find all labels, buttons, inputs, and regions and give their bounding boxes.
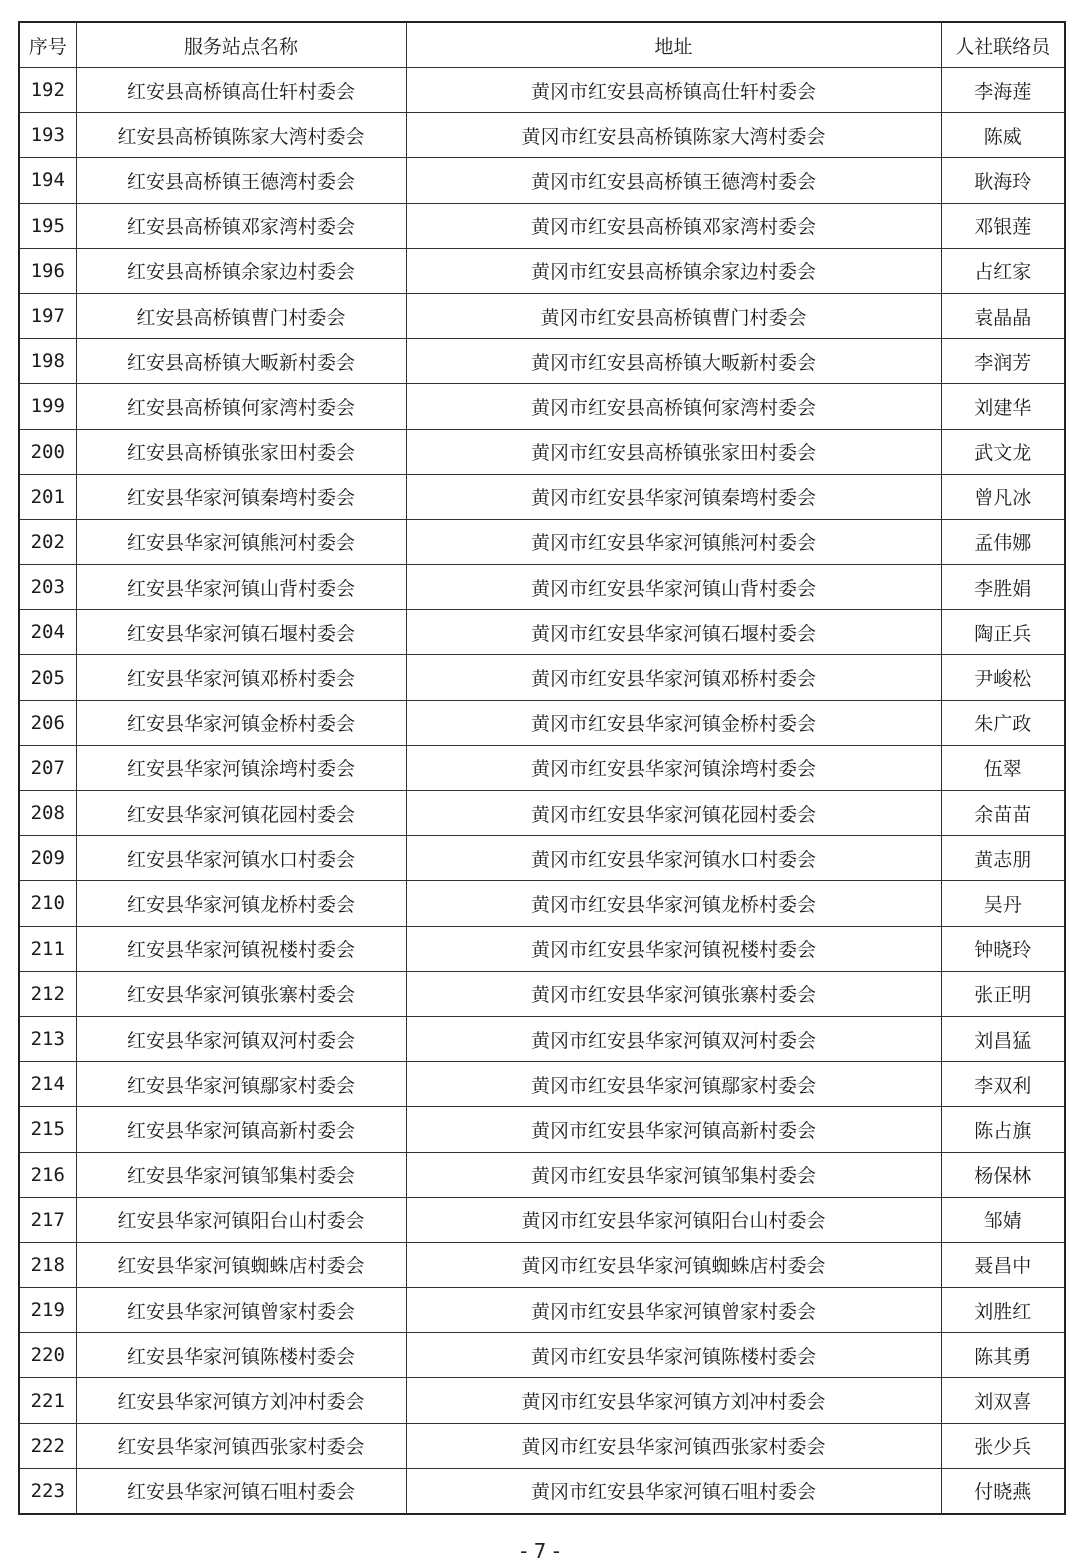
cell-address: 黄冈市红安县华家河镇张寨村委会 — [406, 971, 941, 1016]
cell-liaison: 陈威 — [941, 113, 1065, 158]
cell-address: 黄冈市红安县高桥镇余家边村委会 — [406, 248, 941, 293]
cell-liaison: 伍翠 — [941, 745, 1065, 790]
table-row — [19, 565, 1065, 610]
cell-liaison: 付晓燕 — [941, 1468, 1065, 1514]
cell-station-name: 红安县高桥镇曹门村委会 — [76, 293, 406, 338]
cell-seq: 213 — [19, 1016, 76, 1061]
table-row — [19, 1197, 1065, 1242]
cell-address: 黄冈市红安县华家河镇邹集村委会 — [406, 1152, 941, 1197]
cell-station-name: 红安县华家河镇蜘蛛店村委会 — [76, 1242, 406, 1287]
table-row — [19, 926, 1065, 971]
cell-seq: 203 — [19, 565, 76, 610]
cell-station-name: 红安县华家河镇涂塆村委会 — [76, 745, 406, 790]
header-station-name: 服务站点名称 — [76, 22, 406, 68]
table-row — [19, 158, 1065, 203]
cell-seq: 209 — [19, 836, 76, 881]
cell-station-name: 红安县高桥镇大畈新村委会 — [76, 339, 406, 384]
table-row — [19, 339, 1065, 384]
table-row — [19, 384, 1065, 429]
table-row — [19, 836, 1065, 881]
cell-seq: 194 — [19, 158, 76, 203]
table-row — [19, 113, 1065, 158]
cell-address: 黄冈市红安县高桥镇陈家大湾村委会 — [406, 113, 941, 158]
cell-station-name: 红安县华家河镇龙桥村委会 — [76, 881, 406, 926]
table-row — [19, 68, 1065, 113]
table-row — [19, 474, 1065, 519]
cell-station-name: 红安县华家河镇阳台山村委会 — [76, 1197, 406, 1242]
cell-address: 黄冈市红安县华家河镇曾家村委会 — [406, 1288, 941, 1333]
header-row — [19, 22, 1065, 68]
cell-station-name: 红安县高桥镇高仕轩村委会 — [76, 68, 406, 113]
table-row — [19, 791, 1065, 836]
table-row — [19, 1107, 1065, 1152]
cell-liaison: 刘双喜 — [941, 1378, 1065, 1423]
table-row — [19, 1423, 1065, 1468]
cell-station-name: 红安县华家河镇双河村委会 — [76, 1016, 406, 1061]
cell-address: 黄冈市红安县高桥镇何家湾村委会 — [406, 384, 941, 429]
cell-station-name: 红安县华家河镇邹集村委会 — [76, 1152, 406, 1197]
cell-station-name: 红安县高桥镇何家湾村委会 — [76, 384, 406, 429]
table-row — [19, 1242, 1065, 1287]
page-number: - 7 - — [520, 1539, 560, 1563]
cell-seq: 222 — [19, 1423, 76, 1468]
cell-seq: 205 — [19, 655, 76, 700]
cell-station-name: 红安县高桥镇王德湾村委会 — [76, 158, 406, 203]
table-row — [19, 203, 1065, 248]
header-seq: 序号 — [19, 22, 76, 68]
cell-liaison: 刘昌猛 — [941, 1016, 1065, 1061]
cell-address: 黄冈市红安县华家河镇石堰村委会 — [406, 610, 941, 655]
cell-seq: 199 — [19, 384, 76, 429]
cell-seq: 218 — [19, 1242, 76, 1287]
cell-address: 黄冈市红安县华家河镇陈楼村委会 — [406, 1333, 941, 1378]
cell-seq: 223 — [19, 1468, 76, 1514]
cell-address: 黄冈市红安县华家河镇西张家村委会 — [406, 1423, 941, 1468]
cell-seq: 207 — [19, 745, 76, 790]
table-row — [19, 1288, 1065, 1333]
cell-address: 黄冈市红安县高桥镇曹门村委会 — [406, 293, 941, 338]
cell-address: 黄冈市红安县华家河镇涂塆村委会 — [406, 745, 941, 790]
cell-station-name: 红安县华家河镇陈楼村委会 — [76, 1333, 406, 1378]
cell-seq: 192 — [19, 68, 76, 113]
cell-liaison: 张少兵 — [941, 1423, 1065, 1468]
cell-station-name: 红安县华家河镇水口村委会 — [76, 836, 406, 881]
cell-liaison: 耿海玲 — [941, 158, 1065, 203]
cell-seq: 208 — [19, 791, 76, 836]
table-row — [19, 1152, 1065, 1197]
cell-station-name: 红安县高桥镇邓家湾村委会 — [76, 203, 406, 248]
cell-address: 黄冈市红安县华家河镇金桥村委会 — [406, 700, 941, 745]
cell-liaison: 李双利 — [941, 1062, 1065, 1107]
cell-address: 黄冈市红安县高桥镇张家田村委会 — [406, 429, 941, 474]
cell-station-name: 红安县高桥镇张家田村委会 — [76, 429, 406, 474]
cell-seq: 202 — [19, 519, 76, 564]
cell-seq: 204 — [19, 610, 76, 655]
table-row — [19, 429, 1065, 474]
cell-address: 黄冈市红安县华家河镇方刘冲村委会 — [406, 1378, 941, 1423]
table-row — [19, 293, 1065, 338]
cell-address: 黄冈市红安县高桥镇王德湾村委会 — [406, 158, 941, 203]
cell-liaison: 余苗苗 — [941, 791, 1065, 836]
service-station-table — [18, 21, 1066, 1515]
cell-address: 黄冈市红安县华家河镇蜘蛛店村委会 — [406, 1242, 941, 1287]
table-row — [19, 700, 1065, 745]
cell-liaison: 陈其勇 — [941, 1333, 1065, 1378]
cell-station-name: 红安县华家河镇西张家村委会 — [76, 1423, 406, 1468]
cell-address: 黄冈市红安县华家河镇祝楼村委会 — [406, 926, 941, 971]
cell-seq: 217 — [19, 1197, 76, 1242]
cell-seq: 211 — [19, 926, 76, 971]
cell-seq: 212 — [19, 971, 76, 1016]
table-header — [19, 22, 1065, 68]
cell-station-name: 红安县华家河镇石堰村委会 — [76, 610, 406, 655]
cell-address: 黄冈市红安县华家河镇鄢家村委会 — [406, 1062, 941, 1107]
cell-station-name: 红安县华家河镇石咀村委会 — [76, 1468, 406, 1514]
table-row — [19, 881, 1065, 926]
cell-address: 黄冈市红安县华家河镇山背村委会 — [406, 565, 941, 610]
header-address: 地址 — [406, 22, 941, 68]
cell-address: 黄冈市红安县华家河镇石咀村委会 — [406, 1468, 941, 1514]
cell-seq: 210 — [19, 881, 76, 926]
cell-address: 黄冈市红安县华家河镇水口村委会 — [406, 836, 941, 881]
cell-seq: 221 — [19, 1378, 76, 1423]
cell-liaison: 曾凡冰 — [941, 474, 1065, 519]
cell-liaison: 刘建华 — [941, 384, 1065, 429]
cell-station-name: 红安县华家河镇曾家村委会 — [76, 1288, 406, 1333]
cell-station-name: 红安县华家河镇张寨村委会 — [76, 971, 406, 1016]
cell-station-name: 红安县高桥镇余家边村委会 — [76, 248, 406, 293]
cell-seq: 220 — [19, 1333, 76, 1378]
table-row — [19, 1468, 1065, 1514]
table-row — [19, 745, 1065, 790]
cell-liaison: 袁晶晶 — [941, 293, 1065, 338]
cell-address: 黄冈市红安县华家河镇秦塆村委会 — [406, 474, 941, 519]
cell-liaison: 孟伟娜 — [941, 519, 1065, 564]
cell-seq: 216 — [19, 1152, 76, 1197]
cell-address: 黄冈市红安县高桥镇大畈新村委会 — [406, 339, 941, 384]
table-row — [19, 1378, 1065, 1423]
cell-address: 黄冈市红安县高桥镇高仕轩村委会 — [406, 68, 941, 113]
cell-address: 黄冈市红安县华家河镇花园村委会 — [406, 791, 941, 836]
cell-liaison: 占红家 — [941, 248, 1065, 293]
cell-liaison: 尹峻松 — [941, 655, 1065, 700]
cell-address: 黄冈市红安县华家河镇邓桥村委会 — [406, 655, 941, 700]
cell-address: 黄冈市红安县华家河镇熊河村委会 — [406, 519, 941, 564]
table-body — [19, 68, 1065, 1515]
table-row — [19, 971, 1065, 1016]
cell-station-name: 红安县华家河镇鄢家村委会 — [76, 1062, 406, 1107]
cell-liaison: 李海莲 — [941, 68, 1065, 113]
cell-liaison: 杨保林 — [941, 1152, 1065, 1197]
cell-liaison: 黄志朋 — [941, 836, 1065, 881]
cell-station-name: 红安县华家河镇熊河村委会 — [76, 519, 406, 564]
cell-seq: 200 — [19, 429, 76, 474]
cell-station-name: 红安县华家河镇祝楼村委会 — [76, 926, 406, 971]
cell-liaison: 陈占旗 — [941, 1107, 1065, 1152]
cell-station-name: 红安县华家河镇山背村委会 — [76, 565, 406, 610]
cell-address: 黄冈市红安县华家河镇龙桥村委会 — [406, 881, 941, 926]
cell-station-name: 红安县华家河镇花园村委会 — [76, 791, 406, 836]
table-row — [19, 610, 1065, 655]
cell-seq: 201 — [19, 474, 76, 519]
cell-liaison: 吴丹 — [941, 881, 1065, 926]
cell-address: 黄冈市红安县华家河镇双河村委会 — [406, 1016, 941, 1061]
table-row — [19, 519, 1065, 564]
table-row — [19, 248, 1065, 293]
cell-seq: 206 — [19, 700, 76, 745]
cell-liaison: 邹婧 — [941, 1197, 1065, 1242]
table-row — [19, 1062, 1065, 1107]
cell-address: 黄冈市红安县华家河镇阳台山村委会 — [406, 1197, 941, 1242]
cell-liaison: 张正明 — [941, 971, 1065, 1016]
cell-seq: 193 — [19, 113, 76, 158]
cell-seq: 214 — [19, 1062, 76, 1107]
cell-liaison: 李胜娟 — [941, 565, 1065, 610]
cell-seq: 195 — [19, 203, 76, 248]
table-row — [19, 655, 1065, 700]
cell-liaison: 李润芳 — [941, 339, 1065, 384]
table-row — [19, 1333, 1065, 1378]
cell-liaison: 钟晓玲 — [941, 926, 1065, 971]
cell-address: 黄冈市红安县高桥镇邓家湾村委会 — [406, 203, 941, 248]
cell-liaison: 朱广政 — [941, 700, 1065, 745]
cell-seq: 215 — [19, 1107, 76, 1152]
cell-station-name: 红安县华家河镇秦塆村委会 — [76, 474, 406, 519]
header-liaison: 人社联络员 — [941, 22, 1065, 68]
cell-seq: 198 — [19, 339, 76, 384]
cell-seq: 197 — [19, 293, 76, 338]
table-row — [19, 1016, 1065, 1061]
cell-liaison: 邓银莲 — [941, 203, 1065, 248]
cell-seq: 196 — [19, 248, 76, 293]
cell-station-name: 红安县华家河镇邓桥村委会 — [76, 655, 406, 700]
cell-address: 黄冈市红安县华家河镇高新村委会 — [406, 1107, 941, 1152]
cell-liaison: 刘胜红 — [941, 1288, 1065, 1333]
cell-station-name: 红安县华家河镇高新村委会 — [76, 1107, 406, 1152]
cell-seq: 219 — [19, 1288, 76, 1333]
cell-liaison: 陶正兵 — [941, 610, 1065, 655]
cell-station-name: 红安县高桥镇陈家大湾村委会 — [76, 113, 406, 158]
cell-station-name: 红安县华家河镇方刘冲村委会 — [76, 1378, 406, 1423]
cell-station-name: 红安县华家河镇金桥村委会 — [76, 700, 406, 745]
cell-liaison: 武文龙 — [941, 429, 1065, 474]
cell-liaison: 聂昌中 — [941, 1242, 1065, 1287]
